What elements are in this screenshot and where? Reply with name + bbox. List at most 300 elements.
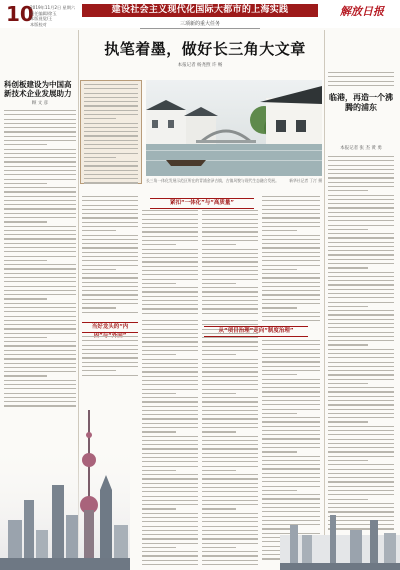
text-line	[84, 170, 138, 171]
text-line	[4, 196, 76, 197]
text-line	[202, 287, 258, 288]
text-line	[262, 196, 320, 197]
text-line	[4, 243, 76, 244]
text-line	[262, 490, 297, 491]
text-line	[262, 387, 320, 388]
text-line	[142, 513, 198, 514]
text-line	[328, 263, 394, 264]
text-line	[142, 367, 198, 368]
text-line	[202, 470, 236, 471]
body-column	[82, 336, 138, 379]
text-line	[262, 290, 320, 291]
text-line	[84, 153, 138, 154]
text-line	[328, 400, 394, 401]
text-line	[262, 277, 320, 278]
text-line	[328, 379, 394, 380]
text-line	[262, 353, 320, 354]
text-line	[202, 521, 258, 522]
text-line	[4, 260, 47, 261]
text-line	[202, 350, 258, 351]
text-line	[4, 234, 76, 235]
text-line	[328, 357, 394, 358]
text-line	[262, 312, 320, 313]
text-line	[82, 196, 138, 197]
text-line	[142, 257, 198, 258]
text-line	[262, 213, 320, 214]
text-line	[84, 123, 138, 124]
text-line	[4, 123, 76, 124]
text-line	[328, 310, 394, 311]
text-line	[4, 345, 76, 346]
text-line	[262, 209, 320, 210]
text-line	[262, 222, 320, 223]
text-line	[328, 233, 394, 234]
text-line	[202, 487, 258, 488]
text-line	[262, 460, 320, 461]
text-line	[262, 379, 320, 380]
text-line	[202, 555, 258, 556]
text-line	[4, 170, 76, 171]
text-line	[4, 290, 76, 291]
right-author: 本报记者 张 杰 黄 勇	[340, 146, 382, 151]
text-line	[202, 526, 258, 527]
text-line	[82, 349, 138, 350]
text-line	[262, 396, 320, 397]
text-line	[262, 235, 320, 236]
text-line	[142, 324, 198, 325]
text-line	[328, 207, 394, 208]
text-line	[202, 483, 258, 484]
text-line	[262, 468, 320, 469]
text-line	[202, 423, 258, 424]
text-line	[202, 513, 258, 514]
text-line	[142, 274, 198, 275]
text-line	[4, 217, 76, 218]
text-line	[142, 500, 198, 501]
text-line	[328, 344, 368, 345]
text-line	[202, 461, 258, 462]
main-headline: 执笔着墨，做好长三角大文章	[104, 40, 306, 58]
text-line	[82, 375, 138, 376]
text-line	[328, 289, 394, 290]
text-line	[328, 370, 394, 371]
text-line	[202, 371, 258, 372]
text-line	[202, 341, 258, 342]
text-line	[142, 376, 198, 377]
text-line	[262, 239, 320, 240]
text-line	[262, 226, 320, 227]
text-line	[328, 413, 394, 414]
text-line	[4, 166, 76, 167]
text-line	[142, 283, 176, 284]
text-line	[262, 217, 320, 218]
text-line	[328, 434, 394, 435]
left-body-text	[4, 110, 76, 407]
text-line	[262, 282, 320, 283]
text-line	[328, 323, 394, 324]
text-line	[142, 478, 198, 479]
text-line	[202, 274, 258, 275]
text-line	[4, 286, 76, 287]
text-line	[328, 293, 394, 294]
text-line	[142, 547, 176, 548]
text-line	[4, 277, 76, 278]
text-line	[202, 320, 258, 321]
text-line	[262, 357, 320, 358]
text-line	[328, 246, 394, 247]
text-line	[142, 461, 198, 462]
text-line	[328, 177, 394, 178]
text-line	[4, 328, 76, 329]
text-line	[328, 391, 394, 392]
text-line	[202, 436, 258, 437]
text-line	[328, 173, 394, 174]
left-article	[4, 30, 76, 430]
text-line	[142, 389, 198, 390]
text-line	[328, 336, 394, 337]
text-line	[202, 397, 258, 398]
text-line	[262, 413, 297, 414]
text-line	[4, 208, 76, 209]
text-line	[84, 127, 138, 128]
text-line	[328, 165, 394, 166]
right-body-text	[328, 156, 394, 533]
text-line	[4, 311, 76, 312]
text-line	[202, 551, 258, 552]
date-line: 本版视觉/王	[30, 16, 53, 21]
text-line	[82, 303, 138, 304]
text-line	[262, 252, 320, 253]
text-line	[142, 560, 198, 561]
text-line	[84, 157, 116, 158]
text-line	[262, 366, 320, 367]
text-line	[82, 205, 138, 206]
text-line	[142, 223, 198, 224]
text-line	[84, 178, 138, 179]
text-line	[202, 418, 258, 419]
text-line	[82, 286, 138, 287]
text-line	[84, 93, 138, 94]
text-line	[202, 453, 258, 454]
text-line	[262, 299, 320, 300]
text-line	[202, 448, 258, 449]
text-line	[142, 214, 198, 215]
text-line	[142, 423, 198, 424]
intro-box	[80, 80, 142, 184]
text-line	[328, 242, 394, 243]
text-line	[4, 221, 47, 222]
text-line	[202, 296, 258, 297]
text-line	[4, 144, 47, 145]
text-line	[142, 534, 198, 535]
subhead: 当好龙头的“内	[82, 322, 138, 333]
right-headline: 临港，再造一个沸腾的浦东	[329, 92, 393, 112]
text-line	[328, 267, 368, 268]
text-line	[262, 464, 320, 465]
text-line	[328, 409, 394, 410]
text-line	[202, 508, 236, 509]
newspaper-logo: 解放日报	[340, 5, 384, 18]
text-line	[82, 307, 116, 308]
text-line	[4, 363, 76, 364]
text-line	[328, 272, 394, 273]
text-line	[328, 81, 394, 82]
text-line	[262, 340, 320, 341]
text-line	[262, 286, 320, 287]
text-line	[262, 404, 320, 405]
text-line	[142, 526, 198, 527]
text-line	[4, 298, 47, 299]
text-line	[328, 319, 394, 320]
text-line	[142, 266, 198, 267]
text-line	[82, 235, 138, 236]
text-line	[202, 291, 258, 292]
left-headline: 科创板建设为中国高新技术企业发展助力	[4, 80, 72, 98]
photo-illustration	[146, 80, 322, 176]
text-line	[4, 238, 76, 239]
text-line	[142, 530, 198, 531]
text-line	[262, 451, 297, 452]
text-line	[142, 333, 198, 334]
text-line	[82, 290, 138, 291]
text-line	[142, 236, 198, 237]
date-block	[30, 5, 80, 27]
text-line	[328, 477, 394, 478]
text-line	[202, 564, 258, 565]
text-line	[328, 72, 394, 73]
text-line	[202, 249, 258, 250]
text-line	[142, 487, 198, 488]
text-line	[202, 389, 258, 390]
text-line	[328, 327, 394, 328]
text-line	[202, 406, 258, 407]
text-line	[262, 477, 320, 478]
page-number: 10	[6, 2, 34, 26]
text-line	[4, 256, 76, 257]
text-line	[328, 297, 394, 298]
text-line	[82, 294, 138, 295]
text-line	[202, 414, 258, 415]
text-line	[4, 324, 76, 325]
text-line	[328, 473, 394, 474]
text-line	[202, 359, 258, 360]
text-line	[82, 217, 138, 218]
right-intro-text	[328, 72, 394, 89]
body-column	[202, 320, 258, 568]
text-line	[328, 199, 394, 200]
text-line	[142, 363, 198, 364]
text-line	[142, 337, 198, 338]
caption-text: 长三角一体化发展示范区所在的青浦金泽古镇，古镇风貌与现代生态融合发展。	[146, 178, 279, 183]
text-line	[328, 302, 394, 303]
text-line	[328, 203, 394, 204]
text-line	[82, 370, 116, 371]
text-line	[4, 247, 76, 248]
text-line	[4, 149, 76, 150]
text-line	[142, 444, 198, 445]
text-line	[142, 406, 198, 407]
text-line	[328, 460, 368, 461]
text-line	[202, 223, 258, 224]
text-line	[262, 443, 320, 444]
text-line	[328, 362, 394, 363]
text-line	[4, 131, 76, 132]
text-line	[262, 361, 320, 362]
text-line	[82, 345, 138, 346]
text-line	[82, 353, 138, 354]
text-line	[82, 252, 138, 253]
text-line	[328, 195, 394, 196]
text-line	[262, 316, 320, 317]
text-line	[142, 231, 198, 232]
skyline-right-illustration	[280, 495, 400, 570]
text-line	[262, 349, 320, 350]
text-line	[142, 538, 198, 539]
text-line	[82, 269, 116, 270]
text-line	[328, 254, 394, 255]
text-line	[202, 517, 258, 518]
text-line	[262, 456, 320, 457]
text-line	[4, 281, 76, 282]
text-line	[142, 543, 198, 544]
text-line	[328, 404, 394, 405]
text-line	[202, 380, 258, 381]
text-line	[262, 205, 320, 206]
text-line	[262, 370, 320, 371]
text-line	[142, 270, 198, 271]
text-line	[4, 191, 76, 192]
text-line	[4, 316, 76, 317]
text-line	[142, 320, 198, 321]
text-line	[142, 504, 198, 505]
text-line	[4, 354, 76, 355]
text-line	[328, 250, 394, 251]
body-column	[142, 210, 198, 317]
text-line	[328, 216, 394, 217]
text-line	[202, 491, 258, 492]
text-line	[142, 227, 198, 228]
text-line	[4, 161, 76, 162]
text-line	[4, 200, 76, 201]
text-line	[4, 337, 47, 338]
text-line	[4, 350, 76, 351]
text-line	[202, 354, 236, 355]
text-line	[84, 105, 138, 106]
text-line	[202, 410, 258, 411]
text-line	[142, 308, 198, 309]
text-line	[202, 538, 258, 539]
text-line	[4, 127, 76, 128]
text-line	[328, 396, 394, 397]
series-label: 三项新的重大任务	[140, 20, 260, 29]
text-line	[328, 366, 394, 367]
text-line	[328, 220, 394, 221]
text-line	[82, 222, 138, 223]
text-line	[84, 182, 138, 183]
text-line	[202, 440, 258, 441]
text-line	[4, 341, 76, 342]
text-line	[142, 474, 198, 475]
text-line	[262, 409, 320, 410]
text-line	[202, 376, 258, 377]
text-line	[142, 453, 198, 454]
text-line	[328, 182, 394, 183]
text-line	[202, 257, 258, 258]
text-line	[142, 551, 198, 552]
text-line	[4, 303, 76, 304]
text-line	[142, 313, 198, 314]
text-line	[82, 277, 138, 278]
text-line	[142, 304, 198, 305]
text-line	[202, 283, 236, 284]
text-line	[142, 436, 198, 437]
text-line	[262, 447, 320, 448]
text-line	[202, 401, 258, 402]
text-line	[202, 367, 258, 368]
text-line	[202, 231, 258, 232]
text-line	[4, 119, 76, 120]
text-line	[142, 359, 198, 360]
text-line	[262, 473, 320, 474]
text-line	[202, 236, 258, 237]
text-line	[4, 367, 76, 368]
text-line	[82, 200, 138, 201]
text-line	[4, 136, 76, 137]
text-line	[262, 303, 320, 304]
text-line	[262, 421, 320, 422]
text-line	[328, 426, 394, 427]
text-line	[328, 160, 394, 161]
text-line	[202, 266, 258, 267]
text-line	[4, 230, 76, 231]
text-line	[328, 259, 394, 260]
text-line	[328, 156, 394, 157]
text-line	[202, 427, 258, 428]
date-line: 责任编辑/徐玉	[30, 10, 57, 16]
text-line	[4, 153, 76, 154]
text-line	[4, 213, 76, 214]
text-line	[328, 280, 394, 281]
text-line	[262, 243, 320, 244]
text-line	[262, 294, 320, 295]
text-line	[84, 165, 138, 166]
text-line	[4, 179, 76, 180]
text-line	[82, 209, 138, 210]
text-line	[82, 366, 138, 367]
text-line	[328, 332, 394, 333]
text-line	[84, 174, 138, 175]
column-divider	[324, 30, 325, 570]
text-line	[202, 444, 258, 445]
text-line	[142, 401, 198, 402]
text-line	[82, 282, 138, 283]
text-line	[4, 264, 76, 265]
text-line	[328, 314, 394, 315]
text-line	[142, 457, 198, 458]
text-line	[142, 296, 198, 297]
text-line	[328, 306, 368, 307]
text-line	[142, 564, 198, 565]
text-line	[262, 417, 320, 418]
text-line	[262, 438, 320, 439]
body-column	[142, 320, 198, 568]
text-line	[328, 421, 368, 422]
text-line	[142, 440, 198, 441]
subhead: 紧扣“一体化”与“高质量”	[150, 198, 254, 209]
text-line	[202, 308, 258, 309]
text-line	[328, 464, 394, 465]
text-line	[4, 110, 76, 111]
